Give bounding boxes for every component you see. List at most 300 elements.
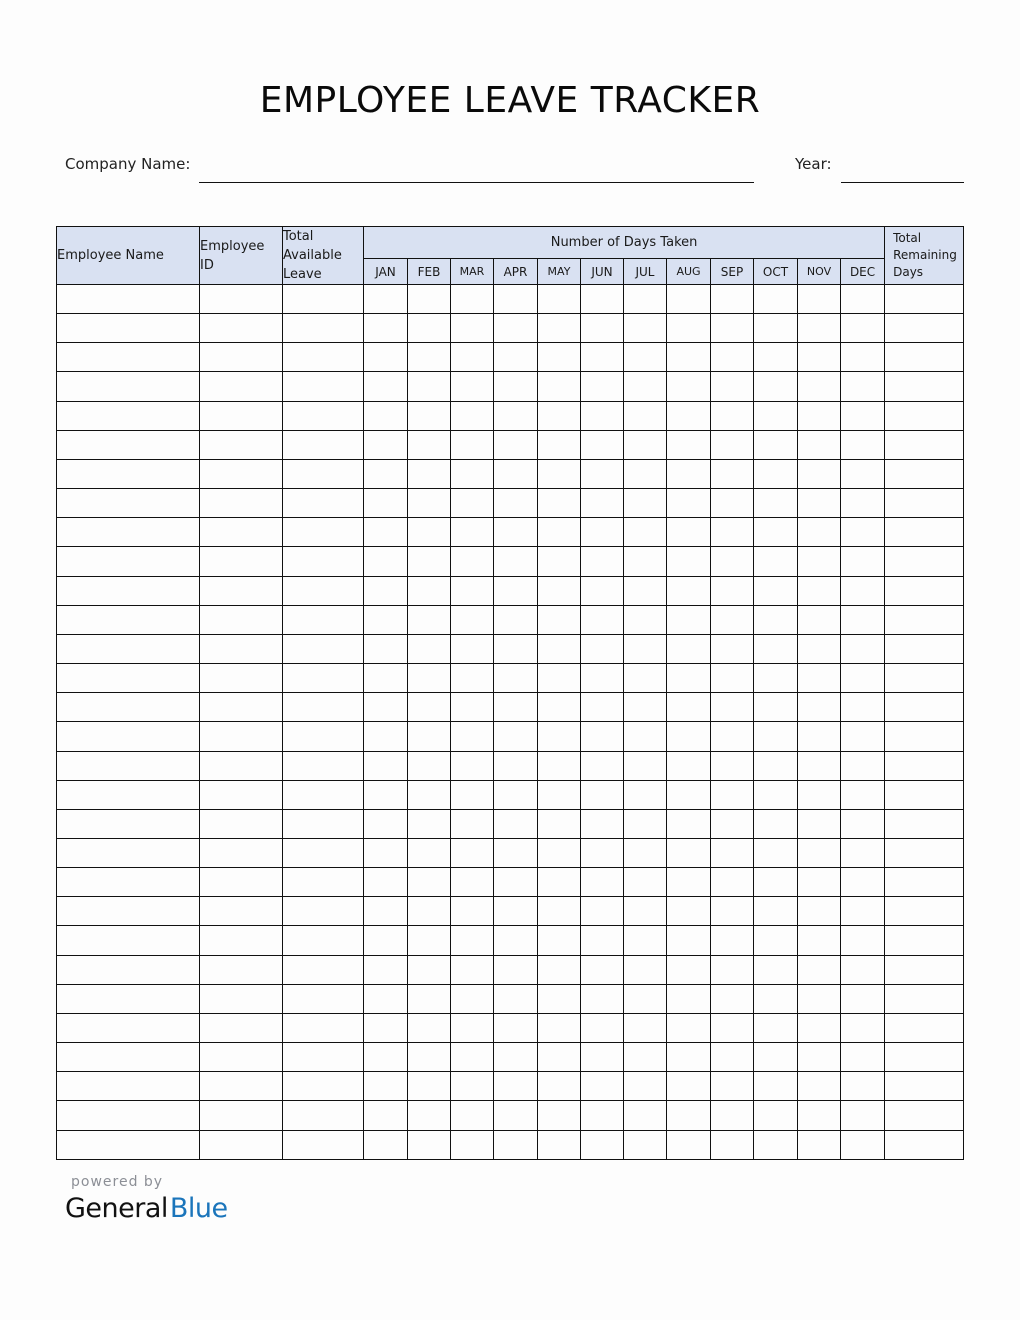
cell-total-available-leave[interactable]	[283, 926, 364, 955]
cell-total-remaining-days[interactable]	[885, 372, 964, 401]
cell-days-mar[interactable]	[451, 664, 494, 693]
cell-days-dec[interactable]	[841, 751, 885, 780]
cell-days-jul[interactable]	[624, 1101, 667, 1130]
cell-days-dec[interactable]	[841, 372, 885, 401]
cell-employee-id[interactable]	[200, 489, 283, 518]
cell-total-available-leave[interactable]	[283, 809, 364, 838]
cell-days-jun[interactable]	[581, 984, 624, 1013]
cell-days-sep[interactable]	[711, 459, 754, 488]
cell-employee-id[interactable]	[200, 576, 283, 605]
cell-days-sep[interactable]	[711, 372, 754, 401]
cell-days-nov[interactable]	[798, 547, 841, 576]
cell-days-mar[interactable]	[451, 430, 494, 459]
cell-days-mar[interactable]	[451, 605, 494, 634]
cell-days-oct[interactable]	[754, 1013, 798, 1042]
cell-days-mar[interactable]	[451, 984, 494, 1013]
cell-days-aug[interactable]	[667, 926, 711, 955]
cell-days-may[interactable]	[538, 1072, 581, 1101]
cell-total-available-leave[interactable]	[283, 897, 364, 926]
cell-days-jan[interactable]	[364, 926, 408, 955]
cell-days-jun[interactable]	[581, 314, 624, 343]
cell-days-jul[interactable]	[624, 984, 667, 1013]
cell-days-aug[interactable]	[667, 459, 711, 488]
cell-total-available-leave[interactable]	[283, 489, 364, 518]
cell-days-mar[interactable]	[451, 926, 494, 955]
cell-days-nov[interactable]	[798, 1072, 841, 1101]
cell-days-mar[interactable]	[451, 838, 494, 867]
cell-days-jun[interactable]	[581, 518, 624, 547]
cell-days-feb[interactable]	[408, 547, 451, 576]
cell-days-jun[interactable]	[581, 1101, 624, 1130]
cell-days-mar[interactable]	[451, 1072, 494, 1101]
cell-days-dec[interactable]	[841, 314, 885, 343]
cell-employee-name[interactable]	[57, 343, 200, 372]
cell-days-mar[interactable]	[451, 1043, 494, 1072]
cell-days-jan[interactable]	[364, 897, 408, 926]
cell-days-nov[interactable]	[798, 955, 841, 984]
cell-days-oct[interactable]	[754, 693, 798, 722]
cell-days-jul[interactable]	[624, 518, 667, 547]
cell-days-may[interactable]	[538, 780, 581, 809]
cell-days-may[interactable]	[538, 547, 581, 576]
cell-days-apr[interactable]	[494, 314, 538, 343]
cell-days-jan[interactable]	[364, 751, 408, 780]
cell-days-jan[interactable]	[364, 1101, 408, 1130]
cell-employee-name[interactable]	[57, 693, 200, 722]
cell-total-available-leave[interactable]	[283, 1072, 364, 1101]
cell-days-dec[interactable]	[841, 547, 885, 576]
cell-days-aug[interactable]	[667, 780, 711, 809]
cell-days-apr[interactable]	[494, 1101, 538, 1130]
cell-days-jun[interactable]	[581, 285, 624, 314]
cell-days-sep[interactable]	[711, 984, 754, 1013]
cell-days-nov[interactable]	[798, 926, 841, 955]
cell-days-feb[interactable]	[408, 693, 451, 722]
cell-days-apr[interactable]	[494, 897, 538, 926]
cell-days-oct[interactable]	[754, 285, 798, 314]
year-field[interactable]	[841, 181, 964, 183]
cell-employee-name[interactable]	[57, 518, 200, 547]
cell-days-may[interactable]	[538, 343, 581, 372]
cell-days-oct[interactable]	[754, 430, 798, 459]
cell-days-mar[interactable]	[451, 285, 494, 314]
cell-days-sep[interactable]	[711, 926, 754, 955]
cell-days-nov[interactable]	[798, 1130, 841, 1159]
cell-days-jul[interactable]	[624, 809, 667, 838]
cell-employee-name[interactable]	[57, 955, 200, 984]
cell-days-aug[interactable]	[667, 343, 711, 372]
cell-total-remaining-days[interactable]	[885, 780, 964, 809]
cell-days-nov[interactable]	[798, 1101, 841, 1130]
cell-days-jun[interactable]	[581, 576, 624, 605]
cell-days-jul[interactable]	[624, 576, 667, 605]
cell-days-jun[interactable]	[581, 1013, 624, 1042]
cell-days-mar[interactable]	[451, 722, 494, 751]
cell-employee-name[interactable]	[57, 430, 200, 459]
cell-days-dec[interactable]	[841, 897, 885, 926]
cell-days-may[interactable]	[538, 1013, 581, 1042]
cell-days-feb[interactable]	[408, 401, 451, 430]
cell-days-may[interactable]	[538, 489, 581, 518]
cell-employee-id[interactable]	[200, 343, 283, 372]
cell-days-mar[interactable]	[451, 868, 494, 897]
cell-days-jul[interactable]	[624, 430, 667, 459]
cell-total-remaining-days[interactable]	[885, 897, 964, 926]
cell-days-feb[interactable]	[408, 1130, 451, 1159]
cell-days-feb[interactable]	[408, 722, 451, 751]
cell-days-oct[interactable]	[754, 955, 798, 984]
cell-days-aug[interactable]	[667, 489, 711, 518]
cell-total-remaining-days[interactable]	[885, 401, 964, 430]
cell-total-available-leave[interactable]	[283, 518, 364, 547]
cell-days-aug[interactable]	[667, 1043, 711, 1072]
cell-days-jun[interactable]	[581, 489, 624, 518]
cell-total-available-leave[interactable]	[283, 605, 364, 634]
cell-days-feb[interactable]	[408, 285, 451, 314]
cell-days-may[interactable]	[538, 838, 581, 867]
cell-days-jan[interactable]	[364, 459, 408, 488]
cell-days-sep[interactable]	[711, 955, 754, 984]
cell-total-available-leave[interactable]	[283, 634, 364, 663]
cell-days-oct[interactable]	[754, 343, 798, 372]
cell-days-apr[interactable]	[494, 605, 538, 634]
cell-total-available-leave[interactable]	[283, 955, 364, 984]
cell-employee-id[interactable]	[200, 459, 283, 488]
cell-days-feb[interactable]	[408, 897, 451, 926]
cell-days-sep[interactable]	[711, 605, 754, 634]
cell-total-remaining-days[interactable]	[885, 634, 964, 663]
cell-days-jun[interactable]	[581, 722, 624, 751]
cell-days-nov[interactable]	[798, 430, 841, 459]
cell-total-remaining-days[interactable]	[885, 1043, 964, 1072]
cell-days-mar[interactable]	[451, 459, 494, 488]
cell-employee-id[interactable]	[200, 780, 283, 809]
cell-employee-name[interactable]	[57, 780, 200, 809]
cell-days-jan[interactable]	[364, 605, 408, 634]
cell-employee-name[interactable]	[57, 547, 200, 576]
cell-days-jan[interactable]	[364, 372, 408, 401]
cell-days-apr[interactable]	[494, 343, 538, 372]
cell-days-jan[interactable]	[364, 1013, 408, 1042]
cell-days-aug[interactable]	[667, 838, 711, 867]
cell-days-jan[interactable]	[364, 722, 408, 751]
cell-days-aug[interactable]	[667, 1101, 711, 1130]
cell-employee-id[interactable]	[200, 1130, 283, 1159]
cell-days-jun[interactable]	[581, 430, 624, 459]
cell-employee-name[interactable]	[57, 1101, 200, 1130]
cell-days-dec[interactable]	[841, 838, 885, 867]
cell-total-remaining-days[interactable]	[885, 576, 964, 605]
cell-total-remaining-days[interactable]	[885, 1072, 964, 1101]
cell-days-apr[interactable]	[494, 1043, 538, 1072]
cell-employee-name[interactable]	[57, 372, 200, 401]
cell-days-apr[interactable]	[494, 780, 538, 809]
cell-days-jun[interactable]	[581, 693, 624, 722]
cell-days-jun[interactable]	[581, 955, 624, 984]
cell-days-feb[interactable]	[408, 868, 451, 897]
cell-days-oct[interactable]	[754, 459, 798, 488]
cell-days-jul[interactable]	[624, 780, 667, 809]
cell-total-remaining-days[interactable]	[885, 518, 964, 547]
cell-employee-name[interactable]	[57, 489, 200, 518]
cell-total-available-leave[interactable]	[283, 430, 364, 459]
cell-days-oct[interactable]	[754, 780, 798, 809]
cell-days-feb[interactable]	[408, 518, 451, 547]
cell-total-remaining-days[interactable]	[885, 838, 964, 867]
cell-days-jul[interactable]	[624, 634, 667, 663]
cell-days-aug[interactable]	[667, 605, 711, 634]
cell-days-may[interactable]	[538, 809, 581, 838]
cell-days-nov[interactable]	[798, 372, 841, 401]
cell-days-mar[interactable]	[451, 547, 494, 576]
cell-days-oct[interactable]	[754, 489, 798, 518]
cell-days-sep[interactable]	[711, 285, 754, 314]
cell-days-mar[interactable]	[451, 1101, 494, 1130]
cell-days-jul[interactable]	[624, 343, 667, 372]
cell-days-aug[interactable]	[667, 664, 711, 693]
cell-days-oct[interactable]	[754, 1043, 798, 1072]
cell-total-available-leave[interactable]	[283, 1130, 364, 1159]
cell-days-may[interactable]	[538, 751, 581, 780]
cell-days-sep[interactable]	[711, 1072, 754, 1101]
cell-days-sep[interactable]	[711, 838, 754, 867]
cell-employee-id[interactable]	[200, 430, 283, 459]
cell-days-jul[interactable]	[624, 372, 667, 401]
cell-total-available-leave[interactable]	[283, 1043, 364, 1072]
cell-employee-id[interactable]	[200, 664, 283, 693]
cell-total-available-leave[interactable]	[283, 372, 364, 401]
cell-days-apr[interactable]	[494, 868, 538, 897]
cell-days-sep[interactable]	[711, 693, 754, 722]
cell-days-jan[interactable]	[364, 809, 408, 838]
cell-employee-id[interactable]	[200, 314, 283, 343]
cell-days-nov[interactable]	[798, 751, 841, 780]
cell-days-jul[interactable]	[624, 693, 667, 722]
cell-total-remaining-days[interactable]	[885, 955, 964, 984]
cell-days-oct[interactable]	[754, 722, 798, 751]
cell-employee-id[interactable]	[200, 634, 283, 663]
cell-days-nov[interactable]	[798, 1043, 841, 1072]
cell-days-mar[interactable]	[451, 897, 494, 926]
cell-days-feb[interactable]	[408, 489, 451, 518]
cell-days-jan[interactable]	[364, 780, 408, 809]
cell-days-sep[interactable]	[711, 1130, 754, 1159]
cell-days-may[interactable]	[538, 664, 581, 693]
cell-total-remaining-days[interactable]	[885, 459, 964, 488]
cell-days-oct[interactable]	[754, 547, 798, 576]
cell-days-jun[interactable]	[581, 780, 624, 809]
cell-employee-id[interactable]	[200, 897, 283, 926]
cell-days-feb[interactable]	[408, 1013, 451, 1042]
cell-days-jul[interactable]	[624, 1013, 667, 1042]
cell-total-remaining-days[interactable]	[885, 751, 964, 780]
cell-days-dec[interactable]	[841, 955, 885, 984]
cell-days-mar[interactable]	[451, 343, 494, 372]
company-name-field[interactable]	[199, 181, 754, 183]
cell-days-may[interactable]	[538, 693, 581, 722]
cell-days-jul[interactable]	[624, 1043, 667, 1072]
cell-days-jun[interactable]	[581, 664, 624, 693]
cell-days-jul[interactable]	[624, 547, 667, 576]
cell-days-may[interactable]	[538, 955, 581, 984]
cell-days-dec[interactable]	[841, 1043, 885, 1072]
cell-days-apr[interactable]	[494, 401, 538, 430]
cell-days-nov[interactable]	[798, 897, 841, 926]
cell-days-jan[interactable]	[364, 314, 408, 343]
cell-days-apr[interactable]	[494, 751, 538, 780]
cell-days-aug[interactable]	[667, 430, 711, 459]
cell-days-aug[interactable]	[667, 634, 711, 663]
cell-days-dec[interactable]	[841, 459, 885, 488]
cell-days-apr[interactable]	[494, 1130, 538, 1159]
cell-days-dec[interactable]	[841, 693, 885, 722]
cell-days-jul[interactable]	[624, 1130, 667, 1159]
cell-days-apr[interactable]	[494, 634, 538, 663]
cell-total-remaining-days[interactable]	[885, 868, 964, 897]
cell-total-remaining-days[interactable]	[885, 926, 964, 955]
cell-days-aug[interactable]	[667, 1130, 711, 1159]
cell-days-sep[interactable]	[711, 343, 754, 372]
cell-employee-id[interactable]	[200, 285, 283, 314]
cell-days-jul[interactable]	[624, 868, 667, 897]
cell-employee-name[interactable]	[57, 722, 200, 751]
cell-days-jul[interactable]	[624, 1072, 667, 1101]
cell-days-jun[interactable]	[581, 401, 624, 430]
cell-days-dec[interactable]	[841, 868, 885, 897]
cell-days-mar[interactable]	[451, 780, 494, 809]
cell-employee-id[interactable]	[200, 984, 283, 1013]
cell-days-sep[interactable]	[711, 489, 754, 518]
cell-days-feb[interactable]	[408, 372, 451, 401]
cell-total-remaining-days[interactable]	[885, 605, 964, 634]
cell-total-remaining-days[interactable]	[885, 314, 964, 343]
cell-total-available-leave[interactable]	[283, 285, 364, 314]
cell-days-mar[interactable]	[451, 489, 494, 518]
cell-employee-id[interactable]	[200, 401, 283, 430]
cell-days-jul[interactable]	[624, 314, 667, 343]
cell-days-mar[interactable]	[451, 372, 494, 401]
cell-days-feb[interactable]	[408, 459, 451, 488]
cell-days-jan[interactable]	[364, 518, 408, 547]
cell-total-remaining-days[interactable]	[885, 1130, 964, 1159]
cell-days-jan[interactable]	[364, 489, 408, 518]
cell-total-remaining-days[interactable]	[885, 722, 964, 751]
cell-days-feb[interactable]	[408, 751, 451, 780]
cell-days-sep[interactable]	[711, 547, 754, 576]
cell-days-sep[interactable]	[711, 868, 754, 897]
cell-total-available-leave[interactable]	[283, 780, 364, 809]
cell-days-dec[interactable]	[841, 780, 885, 809]
cell-days-feb[interactable]	[408, 605, 451, 634]
cell-days-feb[interactable]	[408, 314, 451, 343]
cell-days-jul[interactable]	[624, 955, 667, 984]
cell-days-jun[interactable]	[581, 809, 624, 838]
cell-employee-name[interactable]	[57, 984, 200, 1013]
cell-days-oct[interactable]	[754, 634, 798, 663]
cell-days-feb[interactable]	[408, 955, 451, 984]
cell-days-nov[interactable]	[798, 314, 841, 343]
cell-days-aug[interactable]	[667, 518, 711, 547]
cell-days-oct[interactable]	[754, 1072, 798, 1101]
cell-total-available-leave[interactable]	[283, 1101, 364, 1130]
cell-days-sep[interactable]	[711, 897, 754, 926]
cell-total-available-leave[interactable]	[283, 868, 364, 897]
cell-days-nov[interactable]	[798, 693, 841, 722]
cell-days-feb[interactable]	[408, 664, 451, 693]
cell-total-remaining-days[interactable]	[885, 285, 964, 314]
cell-days-nov[interactable]	[798, 518, 841, 547]
cell-days-jan[interactable]	[364, 1043, 408, 1072]
cell-total-available-leave[interactable]	[283, 576, 364, 605]
cell-days-may[interactable]	[538, 897, 581, 926]
cell-employee-name[interactable]	[57, 285, 200, 314]
cell-days-jan[interactable]	[364, 664, 408, 693]
cell-days-nov[interactable]	[798, 489, 841, 518]
cell-days-jan[interactable]	[364, 1072, 408, 1101]
cell-days-apr[interactable]	[494, 926, 538, 955]
cell-days-aug[interactable]	[667, 722, 711, 751]
cell-days-may[interactable]	[538, 605, 581, 634]
cell-days-apr[interactable]	[494, 518, 538, 547]
cell-days-jul[interactable]	[624, 459, 667, 488]
cell-employee-name[interactable]	[57, 897, 200, 926]
cell-days-dec[interactable]	[841, 430, 885, 459]
cell-days-jul[interactable]	[624, 838, 667, 867]
cell-days-mar[interactable]	[451, 693, 494, 722]
cell-days-jan[interactable]	[364, 1130, 408, 1159]
cell-days-aug[interactable]	[667, 1072, 711, 1101]
cell-employee-id[interactable]	[200, 372, 283, 401]
cell-employee-name[interactable]	[57, 1072, 200, 1101]
cell-employee-name[interactable]	[57, 926, 200, 955]
cell-days-feb[interactable]	[408, 1072, 451, 1101]
cell-days-nov[interactable]	[798, 722, 841, 751]
cell-days-nov[interactable]	[798, 780, 841, 809]
cell-days-jan[interactable]	[364, 693, 408, 722]
cell-days-aug[interactable]	[667, 809, 711, 838]
cell-days-jul[interactable]	[624, 401, 667, 430]
cell-total-available-leave[interactable]	[283, 401, 364, 430]
cell-days-may[interactable]	[538, 634, 581, 663]
cell-days-apr[interactable]	[494, 459, 538, 488]
cell-total-remaining-days[interactable]	[885, 693, 964, 722]
cell-days-sep[interactable]	[711, 634, 754, 663]
cell-days-sep[interactable]	[711, 1101, 754, 1130]
cell-days-oct[interactable]	[754, 897, 798, 926]
cell-days-dec[interactable]	[841, 343, 885, 372]
cell-days-oct[interactable]	[754, 984, 798, 1013]
cell-days-apr[interactable]	[494, 838, 538, 867]
cell-days-nov[interactable]	[798, 809, 841, 838]
cell-days-oct[interactable]	[754, 401, 798, 430]
cell-total-available-leave[interactable]	[283, 1013, 364, 1042]
cell-days-dec[interactable]	[841, 576, 885, 605]
cell-days-sep[interactable]	[711, 780, 754, 809]
cell-employee-id[interactable]	[200, 838, 283, 867]
cell-days-oct[interactable]	[754, 1101, 798, 1130]
cell-days-jan[interactable]	[364, 576, 408, 605]
cell-days-apr[interactable]	[494, 984, 538, 1013]
cell-days-jan[interactable]	[364, 430, 408, 459]
cell-days-aug[interactable]	[667, 401, 711, 430]
cell-days-oct[interactable]	[754, 372, 798, 401]
cell-employee-id[interactable]	[200, 722, 283, 751]
cell-days-jan[interactable]	[364, 401, 408, 430]
cell-days-jun[interactable]	[581, 868, 624, 897]
cell-days-aug[interactable]	[667, 314, 711, 343]
cell-employee-id[interactable]	[200, 926, 283, 955]
cell-employee-name[interactable]	[57, 1013, 200, 1042]
